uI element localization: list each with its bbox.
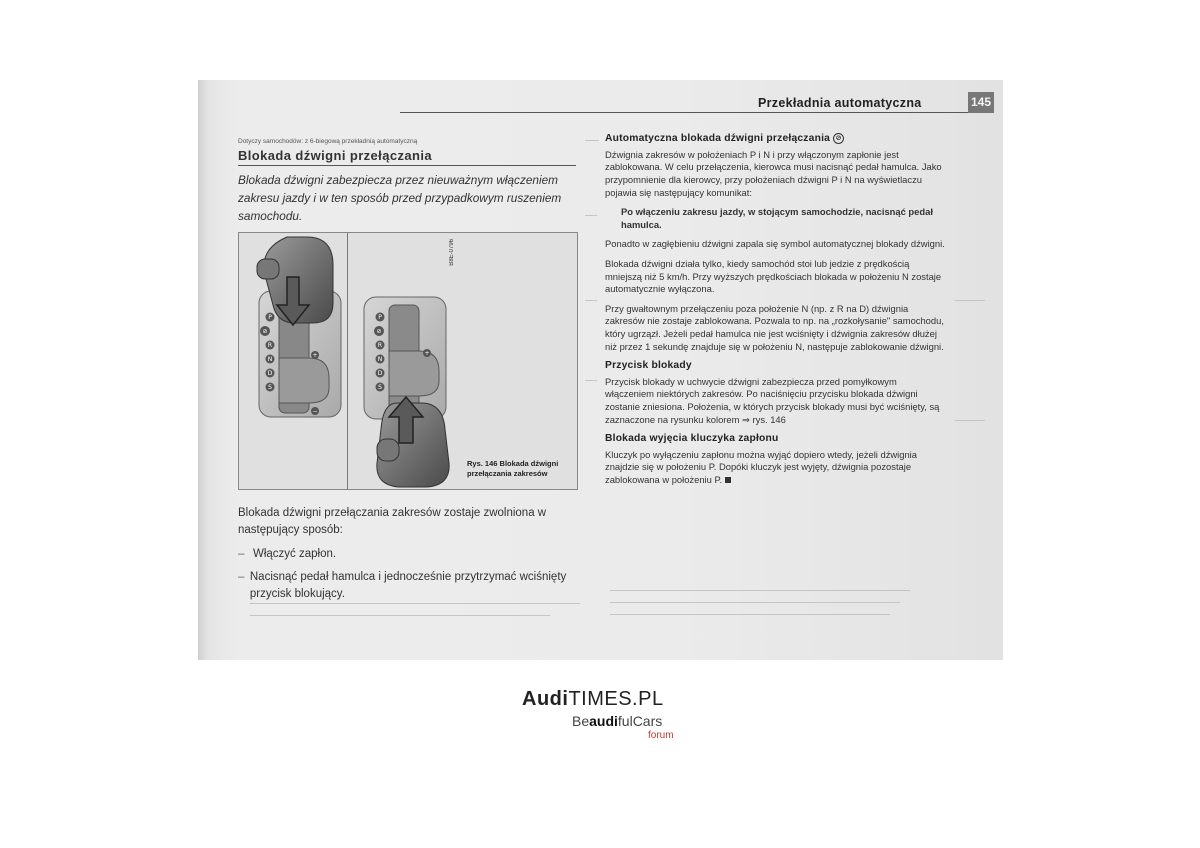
release-text: Blokada dźwigni przełączania zakresów zostaje zwolniona w następujący sposób: <box>238 507 547 536</box>
release-instructions <box>238 505 578 609</box>
logo-audi-text: Audi <box>522 688 569 710</box>
paragraph: Przy gwałtownym przełączeniu poza położenie N (np. z R na D) dźwignia zakresów nie zostaje zablokowana. Pozwala to np. na „rozkołysanie" samochodu, który ugrzązł. Jeżeli pedał hamulca nie jest wciśnięty i dźwignia zakresów dłużej niż przez 1 sekundę znajduje się w położeniu N, następuje zablokowanie dźwigni. <box>605 302 944 352</box>
figure-caption-text: Blokada dźwigni przełączania zakresów <box>467 459 559 478</box>
paragraph: Ponadto w zagłębieniu dźwigni zapala się symbol automatycznej blokady dźwigni. <box>605 238 945 250</box>
audi-times-logo <box>522 688 664 711</box>
end-of-section-icon <box>725 477 731 483</box>
section-heading: Blokada wyjęcia kluczyka zapłonu <box>605 433 779 445</box>
gear-label: R <box>267 342 273 349</box>
paragraph-text: Kluczyk po wyłączeniu zapłonu można wyjąć dopiero wtedy, jeżeli dźwignia znajdzie się w położeniu P. Dopóki kluczyk jest wyjęty, dźwignia pozostaje zablokowana w położeniu P. <box>605 448 917 485</box>
gear-selector-illustration <box>239 233 577 489</box>
section-title: Blokada dźwigni przełączania <box>238 148 576 166</box>
section-heading <box>605 133 945 146</box>
gear-label: S <box>268 384 272 391</box>
logo2-rest: fulCars <box>617 713 663 729</box>
gear-label: D <box>267 370 273 377</box>
gear-label: P <box>268 314 272 321</box>
applies-to-note: Dotyczy samochodów: z 6-biegową przekładnią automatyczną <box>238 138 418 145</box>
figure-caption-number: Rys. 146 <box>467 459 498 468</box>
right-column <box>605 133 945 493</box>
logo2-audi: audi <box>589 713 618 729</box>
list-item: – Włączyć zapłon. <box>238 546 578 563</box>
display-message: Po włączeniu zakresu jazdy, w stojącym samochodzie, nacisnąć pedał hamulca. <box>621 206 933 230</box>
page-number: 145 <box>968 92 994 113</box>
forum-label: forum <box>648 730 674 741</box>
intro-text: Blokada dźwigni zabezpiecza przez nieuważnym włączeniem zakresu jazdy i w ten sposób przed przypadkowym ruszeniem samochodu. <box>238 173 562 223</box>
logo2-be: Be <box>572 713 590 729</box>
figure-caption <box>467 459 577 479</box>
bullet-text: Nacisnąć pedał hamulca i jednocześnie przytrzymać wciśnięty przycisk blokujący. <box>249 571 567 600</box>
gear-label: N <box>267 356 273 363</box>
figure-code: B8E-0796 <box>449 239 455 266</box>
paragraph: Dźwignia zakresów w położeniach P i N i przy włączonym zapłonie jest zablokowana. W celu przełączenia, kierowca musi nacisnąć pedał hamulca. Jako przypomnienie dla kierowcy, przy położeniach dźwigni P i N na wyświetlaczu pojawia się następujący komunikat: <box>605 148 942 198</box>
svg-text:+: + <box>424 350 430 357</box>
svg-text:⊘: ⊘ <box>376 328 382 335</box>
paragraph: Przycisk blokady w uchwycie dźwigni zabezpiecza przed pomyłkowym włączeniem niektórych zakresów. Po naciśnięciu przycisku blokada dźwigni zostanie zniesiona. Położenia, w których przycisk blokady musi być wciśnięty, są zaznaczone na rysunku kolorem ⇒ rys. 146 <box>605 375 940 425</box>
paragraph <box>605 449 945 487</box>
gear-label-r: R <box>377 342 383 349</box>
section-heading: Przycisk blokady <box>605 360 692 372</box>
gear-label-r: S <box>378 384 382 391</box>
header-rule <box>400 112 970 113</box>
figure-divider <box>347 233 348 489</box>
svg-text:−: − <box>312 408 318 415</box>
lock-symbol-icon: ⊘ <box>833 133 844 144</box>
svg-text:+: + <box>312 352 318 359</box>
bullet-text: Włączyć zapłon. <box>253 548 337 560</box>
page-header-title: Przekładnia automatyczna <box>758 96 922 110</box>
gear-label-r: D <box>377 370 383 377</box>
gear-label-r: N <box>377 356 383 363</box>
logo-times-text: TIMES.PL <box>568 688 664 710</box>
list-item: – Nacisnąć pedał hamulca i jednocześnie przytrzymać wciśnięty przycisk blokujący. <box>238 569 578 603</box>
beaudifulcars-logo <box>572 713 662 729</box>
paragraph: Blokada dźwigni działa tylko, kiedy samochód stoi lub jedzie z prędkością mniejszą niż 5 km/h. Przy wyższych prędkościach blokada w położeniu N zostaje automatycznie wyłączona. <box>605 257 942 295</box>
gear-label-r: P <box>378 314 382 321</box>
left-column <box>238 138 578 225</box>
section-heading-text: Automatyczna blokada dźwigni przełączania <box>605 133 831 145</box>
gear-lever-figure <box>238 232 578 490</box>
svg-text:⊘: ⊘ <box>262 328 268 335</box>
